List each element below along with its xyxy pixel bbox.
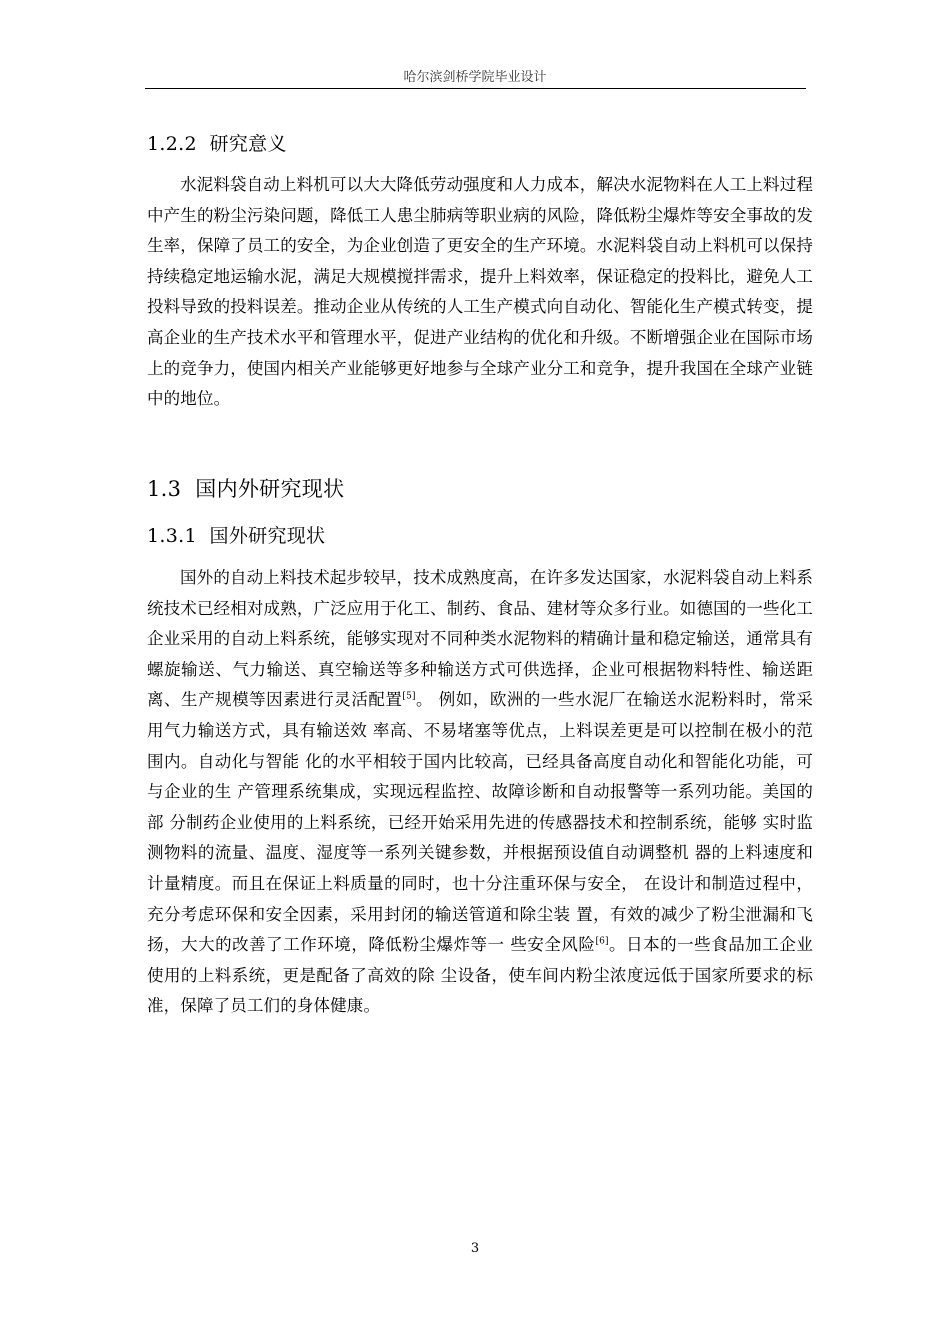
section-heading-1-2-2: [147, 129, 287, 156]
citation-5[interactable]: [5]: [402, 691, 416, 702]
paragraph-foreign-research: [147, 563, 813, 1022]
paragraph-text: 。日本的一些食品加工企业使用的上料系统，更是配备了高效的除 尘设备，使车间内粉尘浓度远低于国家所要求的标准，保障了员工们的身体健康。: [147, 935, 813, 1016]
header-divider: [145, 88, 806, 89]
paragraph-research-significance: 水泥料袋自动上料机可以大大降低劳动强度和人力成本，解决水泥物料在人工上料过程中产生的粉尘污染问题，降低工人患尘肺病等职业病的风险，降低粉尘爆炸等安全事故的发生率，保障了员工的安全，为企业创造了更安全的生产环境。水泥料袋自动上料机可以保持持续稳定地运输水泥，满足大规模搅拌需求，提升上料效率，保证稳定的投料比，避免人工投料导致的投料误差。推动企业从传统的人工生产模式向自动化、智能化生产模式转变，提高企业的生产技术水平和管理水平，促进产业结构的优化和升级。不断增强企业在国际市场上的竞争力，使国内相关产业能够更好地参与全球产业分工和竞争，提升我国在全球产业链中的地位。: [147, 175, 813, 409]
page-number: 3: [470, 1241, 480, 1256]
section-title: 国内外研究现状: [195, 477, 345, 501]
paragraph-text: 。 例如，欧洲的一些水泥厂在输送水泥粉料时，常采用气力输送方式，具有输送效 率高、不易堵塞等优点，上料误差更是可以控制在极小的范围内。自动化与智能 化的水平相较于国内比较高，已经具备高度自动化和智能化功能，可与企业的生 产管理系统集成，实现远程监控、故障诊断和自动报警等一系列功能。美国的部 分制药企业使用的上料系统，已经开始采用先进的传感器技术和控制系统，能够 实时监测物料的流量、温度、湿度等一系列关键参数，并根据预设值自动调整机 器的上料速度和计量精度。而且在保证上料质量的同时，也十分注重环保与安全， 在设计和制造过程中，充分考虑环保和安全因素，采用封闭的输送管道和除尘装 置，有效的减少了粉尘泄漏和飞扬，大大的改善了工作环境，降低粉尘爆炸等一 些安全风险: [147, 690, 813, 955]
section-heading-1-3-1: [147, 521, 325, 548]
section-heading-1-3: [147, 473, 344, 503]
section-number: 1.3: [147, 477, 182, 501]
section-number: 1.2.2: [147, 133, 197, 155]
citation-6[interactable]: [6]: [595, 936, 609, 947]
section-title: 国外研究现状: [209, 525, 326, 547]
paragraph-text: 国外的自动上料技术起步较早，技术成熟度高，在许多发达国家，水泥料袋自动上料系统技术已经相对成熟，广泛应用于化工、制药、食品、建材等众多行业。如德国的一些化工企业采用的自动上料系统，能够实现对不同种类水泥物料的精确计量和稳定输送，通常具有螺旋输送、气力输送、真空输送等多种输送方式可供选择，企业可根据物料特性、输送距离、生产规模等因素进行灵活配置: [147, 568, 813, 710]
section-number: 1.3.1: [147, 525, 197, 547]
section-title: 研究意义: [209, 133, 287, 155]
running-header: 哈尔滨剑桥学院毕业设计: [403, 70, 547, 85]
